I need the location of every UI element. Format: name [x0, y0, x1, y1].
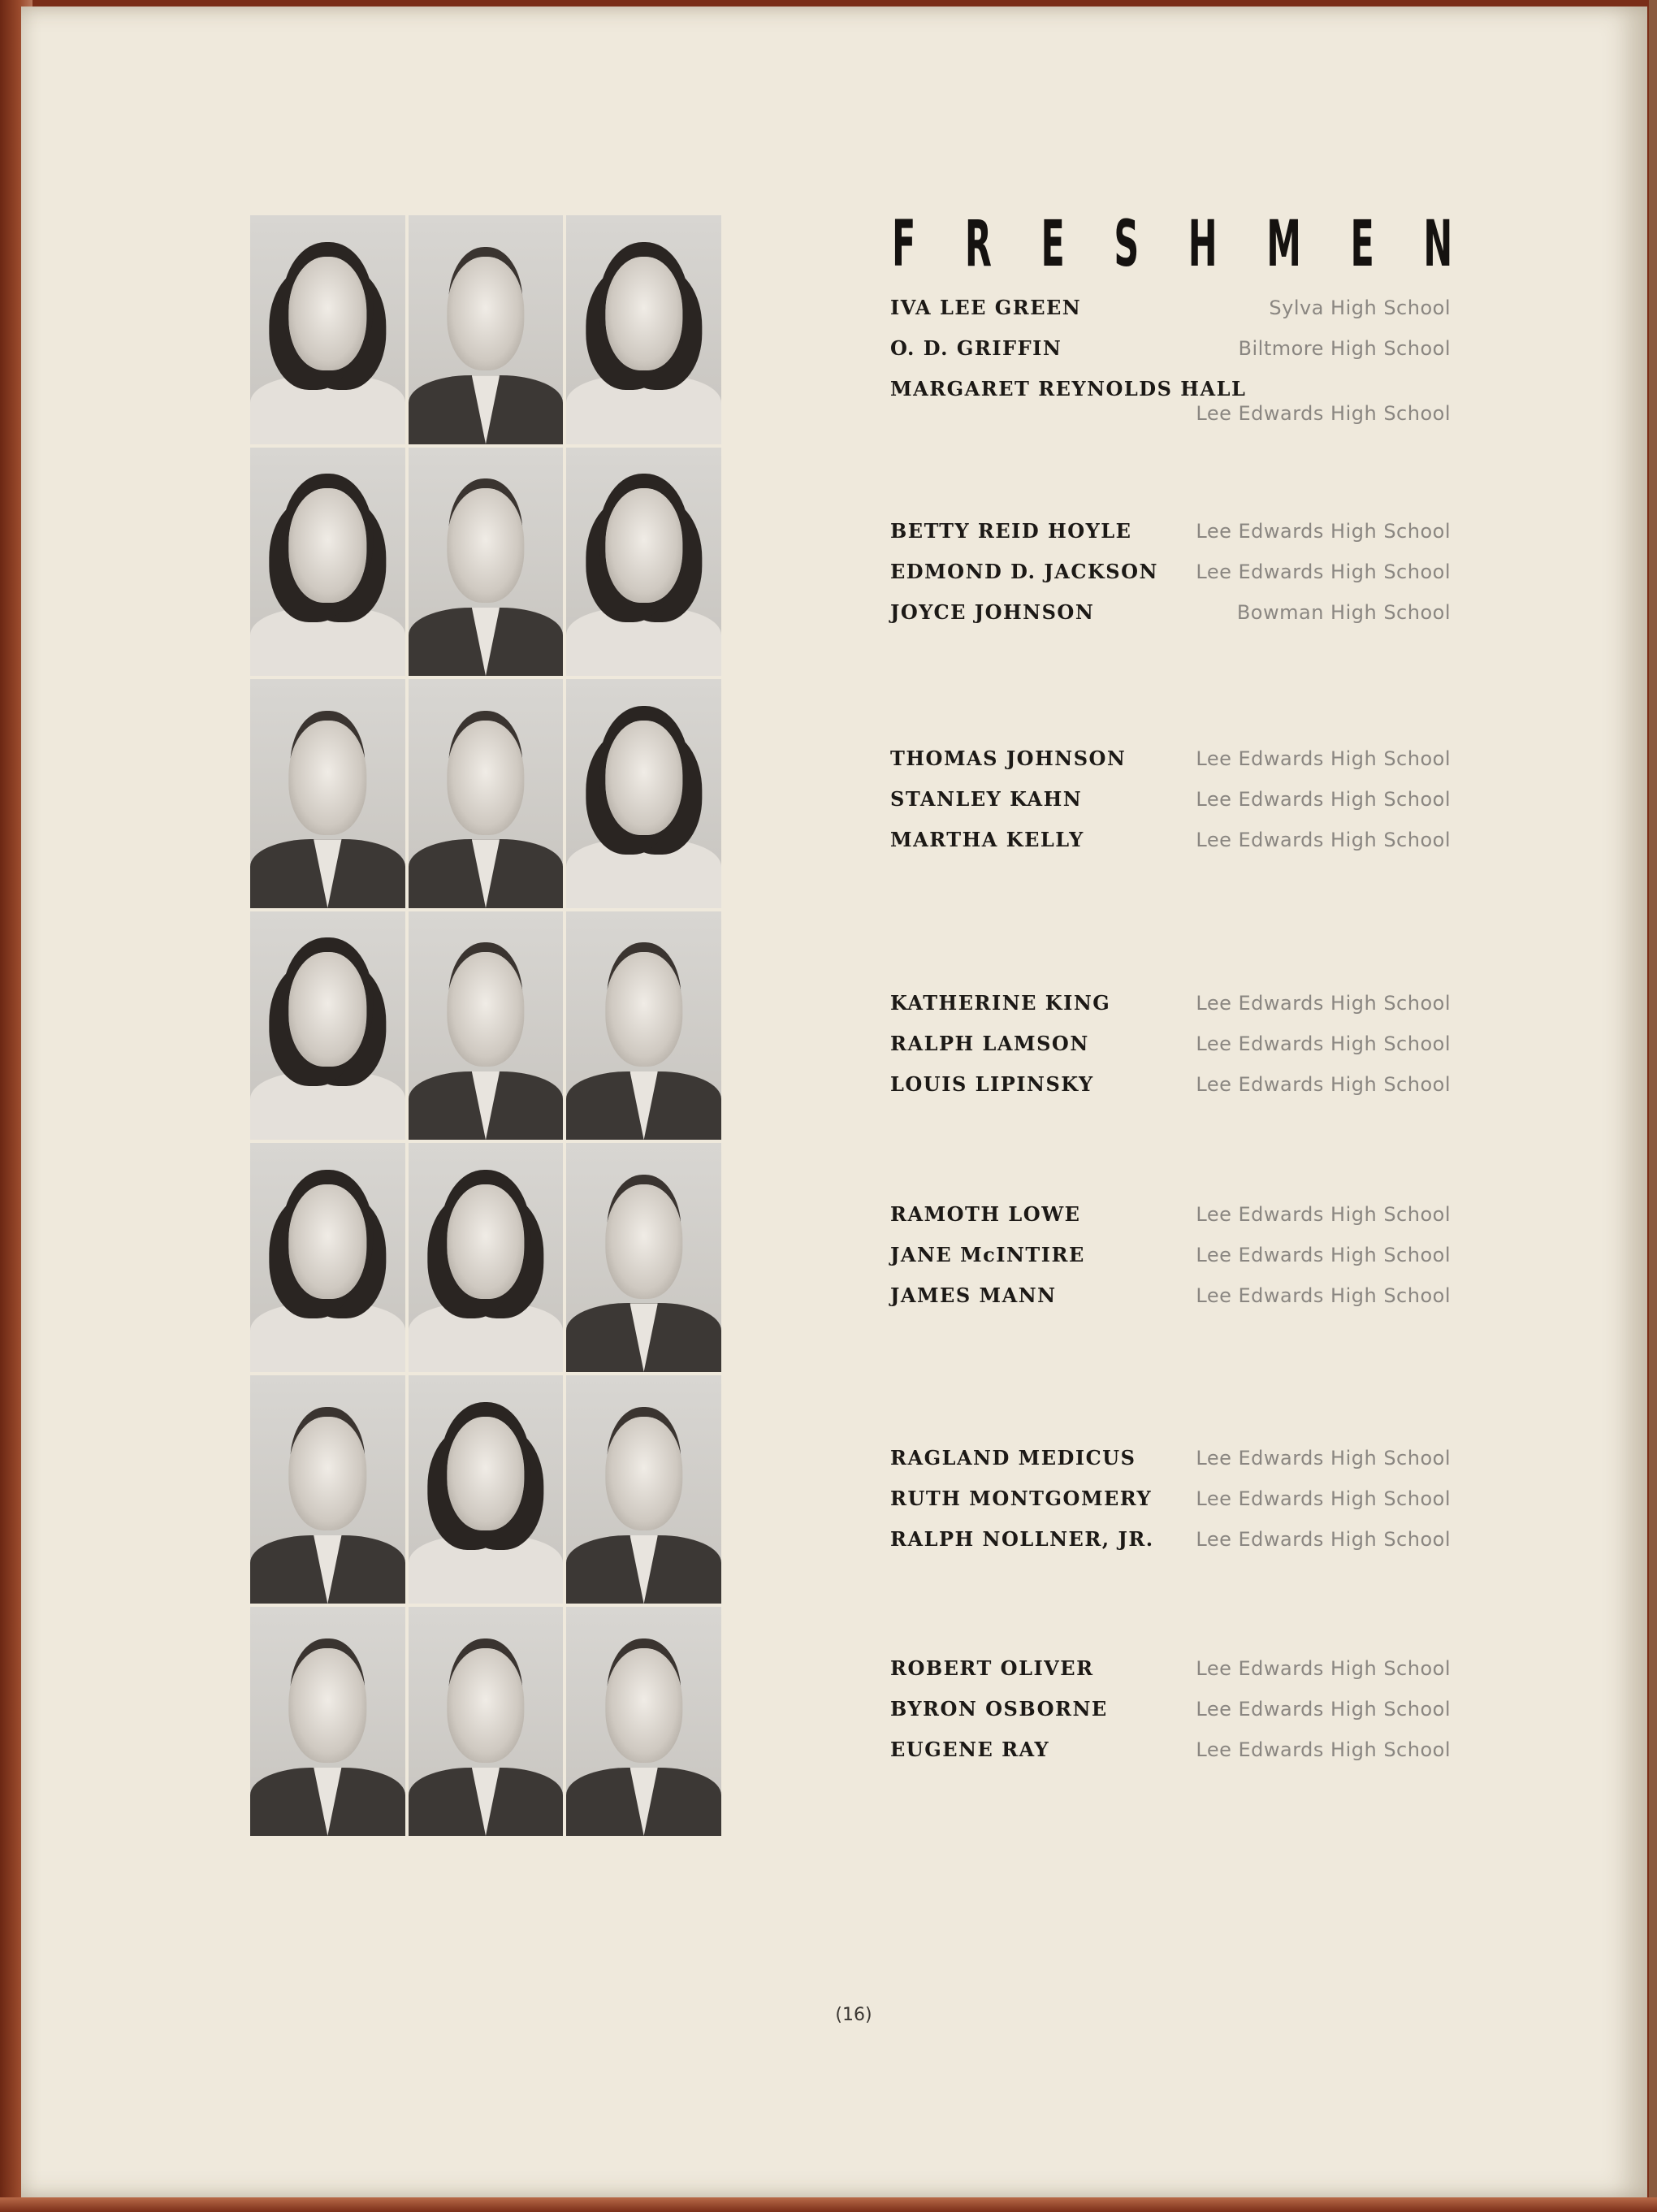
student-school: Lee Edwards High School	[1196, 1284, 1451, 1307]
portrait-shoulders	[409, 1768, 564, 1836]
student-school: Lee Edwards High School	[1196, 402, 1451, 425]
portrait-head	[605, 721, 682, 835]
student-portrait	[250, 1607, 405, 1836]
student-name: THOMAS JOHNSON	[890, 747, 1127, 770]
student-school: Lee Edwards High School	[1196, 1738, 1451, 1761]
student-portrait	[566, 1375, 721, 1604]
student-name: BYRON OSBORNE	[890, 1697, 1108, 1721]
student-school: Sylva High School	[1269, 297, 1451, 319]
portrait-head	[447, 952, 524, 1067]
portrait-head	[605, 952, 682, 1067]
portrait-head	[605, 1417, 682, 1531]
student-portrait	[566, 448, 721, 677]
portrait-shoulders	[566, 839, 721, 907]
heading-letter: F	[892, 208, 916, 281]
student-portrait	[409, 1607, 564, 1836]
student-name: JAMES MANN	[890, 1283, 1057, 1307]
portrait-shoulders	[409, 608, 564, 676]
student-school: Lee Edwards High School	[1196, 1244, 1451, 1266]
student-portrait	[566, 679, 721, 908]
student-entry	[890, 991, 1451, 1032]
student-portrait	[409, 679, 564, 908]
student-school: Lee Edwards High School	[1196, 1487, 1451, 1510]
heading-letter: H	[1188, 208, 1218, 281]
student-school: Lee Edwards High School	[1196, 1203, 1451, 1226]
student-entry	[890, 1697, 1451, 1738]
student-entry	[890, 519, 1451, 560]
student-name: RAMOTH LOWE	[890, 1202, 1081, 1226]
heading-letter: N	[1423, 208, 1453, 281]
yearbook-page	[21, 6, 1647, 2197]
portrait-head	[289, 257, 366, 371]
student-school: Biltmore High School	[1238, 337, 1451, 360]
student-name: JOYCE JOHNSON	[890, 600, 1095, 624]
student-portrait	[566, 215, 721, 444]
portrait-head	[447, 1417, 524, 1531]
page-heading	[892, 208, 1452, 281]
student-name: MARTHA KELLY	[890, 828, 1084, 851]
student-entry	[890, 1656, 1451, 1697]
portrait-head	[605, 1648, 682, 1763]
page-number: (16)	[835, 2005, 872, 2025]
student-entry	[890, 377, 1451, 440]
student-portrait	[566, 1607, 721, 1836]
portrait-shoulders	[409, 375, 564, 444]
portrait-head	[289, 721, 366, 835]
student-name: RAGLAND MEDICUS	[890, 1446, 1136, 1470]
portrait-shoulders	[566, 608, 721, 676]
student-name: RALPH NOLLNER, JR.	[890, 1527, 1154, 1551]
student-entry	[890, 1487, 1451, 1527]
heading-letter: E	[1350, 208, 1374, 281]
portrait-shoulders	[566, 1768, 721, 1836]
student-entry	[890, 600, 1451, 641]
heading-letter: M	[1266, 208, 1301, 281]
portrait-head	[447, 1648, 524, 1763]
portrait-shoulders	[566, 1303, 721, 1371]
student-name: O. D. GRIFFIN	[890, 336, 1062, 360]
heading-letter: E	[1040, 208, 1065, 281]
student-portrait	[250, 448, 405, 677]
student-entry	[890, 1032, 1451, 1072]
student-school: Lee Edwards High School	[1196, 520, 1451, 543]
portrait-shoulders	[250, 1303, 405, 1371]
portrait-head	[289, 1648, 366, 1763]
student-portrait	[409, 1143, 564, 1372]
student-entry	[890, 1243, 1451, 1283]
portrait-head	[289, 952, 366, 1067]
student-name: RUTH MONTGOMERY	[890, 1487, 1153, 1510]
student-school: Lee Edwards High School	[1196, 1657, 1451, 1680]
student-portrait	[566, 911, 721, 1141]
student-group	[890, 296, 1451, 440]
student-school: Lee Edwards High School	[1196, 1528, 1451, 1551]
student-portrait	[250, 679, 405, 908]
student-name: MARGARET REYNOLDS HALL	[890, 377, 1247, 400]
student-group	[890, 1202, 1451, 1324]
student-school: Lee Edwards High School	[1196, 992, 1451, 1015]
portrait-shoulders	[250, 375, 405, 444]
student-school: Lee Edwards High School	[1196, 1073, 1451, 1096]
student-entry	[890, 1072, 1451, 1113]
portrait-shoulders	[409, 1303, 564, 1371]
portrait-shoulders	[409, 839, 564, 907]
portrait-shoulders	[566, 1535, 721, 1604]
student-group	[890, 991, 1451, 1113]
student-name: EUGENE RAY	[890, 1738, 1050, 1761]
student-portrait	[409, 911, 564, 1141]
student-school: Lee Edwards High School	[1196, 829, 1451, 851]
student-school: Bowman High School	[1236, 601, 1451, 624]
portrait-shoulders	[250, 608, 405, 676]
student-portrait	[250, 215, 405, 444]
student-entry	[890, 1738, 1451, 1778]
portrait-shoulders	[250, 1768, 405, 1836]
student-school: Lee Edwards High School	[1196, 1698, 1451, 1721]
student-entry	[890, 1527, 1451, 1568]
student-school: Lee Edwards High School	[1196, 1447, 1451, 1470]
portrait-head	[447, 1184, 524, 1299]
portrait-shoulders	[250, 1535, 405, 1604]
book-cover-right-edge	[1649, 0, 1657, 2212]
student-entry	[890, 1446, 1451, 1487]
student-portrait	[566, 1143, 721, 1372]
portrait-head	[289, 488, 366, 603]
heading-letter: R	[964, 208, 992, 281]
portrait-shoulders	[409, 1071, 564, 1140]
student-group	[890, 1446, 1451, 1568]
student-entry	[890, 296, 1451, 336]
student-portrait	[250, 1375, 405, 1604]
portrait-head	[605, 1184, 682, 1299]
student-entry	[890, 336, 1451, 377]
portrait-shoulders	[250, 1071, 405, 1140]
student-name: JANE McINTIRE	[890, 1243, 1085, 1266]
student-entry	[890, 1202, 1451, 1243]
portrait-head	[447, 488, 524, 603]
student-name: EDMOND D. JACKSON	[890, 560, 1158, 583]
student-name: ROBERT OLIVER	[890, 1656, 1094, 1680]
student-portrait	[250, 1143, 405, 1372]
portrait-head	[605, 257, 682, 371]
portrait-shoulders	[566, 1071, 721, 1140]
student-group	[890, 747, 1451, 868]
portrait-head	[289, 1184, 366, 1299]
portrait-head	[447, 721, 524, 835]
student-group	[890, 1656, 1451, 1778]
heading-letter: S	[1114, 208, 1140, 281]
book-cover-bottom-edge	[0, 2197, 1657, 2212]
portrait-head	[605, 488, 682, 603]
student-entry	[890, 787, 1451, 828]
student-group	[890, 519, 1451, 641]
student-portrait	[409, 448, 564, 677]
student-name: BETTY REID HOYLE	[890, 519, 1132, 543]
student-school: Lee Edwards High School	[1196, 561, 1451, 583]
student-name: KATHERINE KING	[890, 991, 1111, 1015]
portrait-head	[289, 1417, 366, 1531]
student-portrait	[250, 911, 405, 1141]
student-portrait	[409, 215, 564, 444]
student-name: IVA LEE GREEN	[890, 296, 1082, 319]
student-name: STANLEY KAHN	[890, 787, 1083, 811]
student-name: RALPH LAMSON	[890, 1032, 1089, 1055]
portrait-grid	[250, 215, 721, 1836]
student-name: LOUIS LIPINSKY	[890, 1072, 1094, 1096]
student-school: Lee Edwards High School	[1196, 747, 1451, 770]
portrait-shoulders	[409, 1535, 564, 1604]
student-entry	[890, 560, 1451, 600]
student-school: Lee Edwards High School	[1196, 788, 1451, 811]
portrait-shoulders	[566, 375, 721, 444]
student-portrait	[409, 1375, 564, 1604]
student-entry	[890, 747, 1451, 787]
portrait-shoulders	[250, 839, 405, 907]
portrait-head	[447, 257, 524, 371]
student-school: Lee Edwards High School	[1196, 1032, 1451, 1055]
student-entry	[890, 828, 1451, 868]
student-entry	[890, 1283, 1451, 1324]
